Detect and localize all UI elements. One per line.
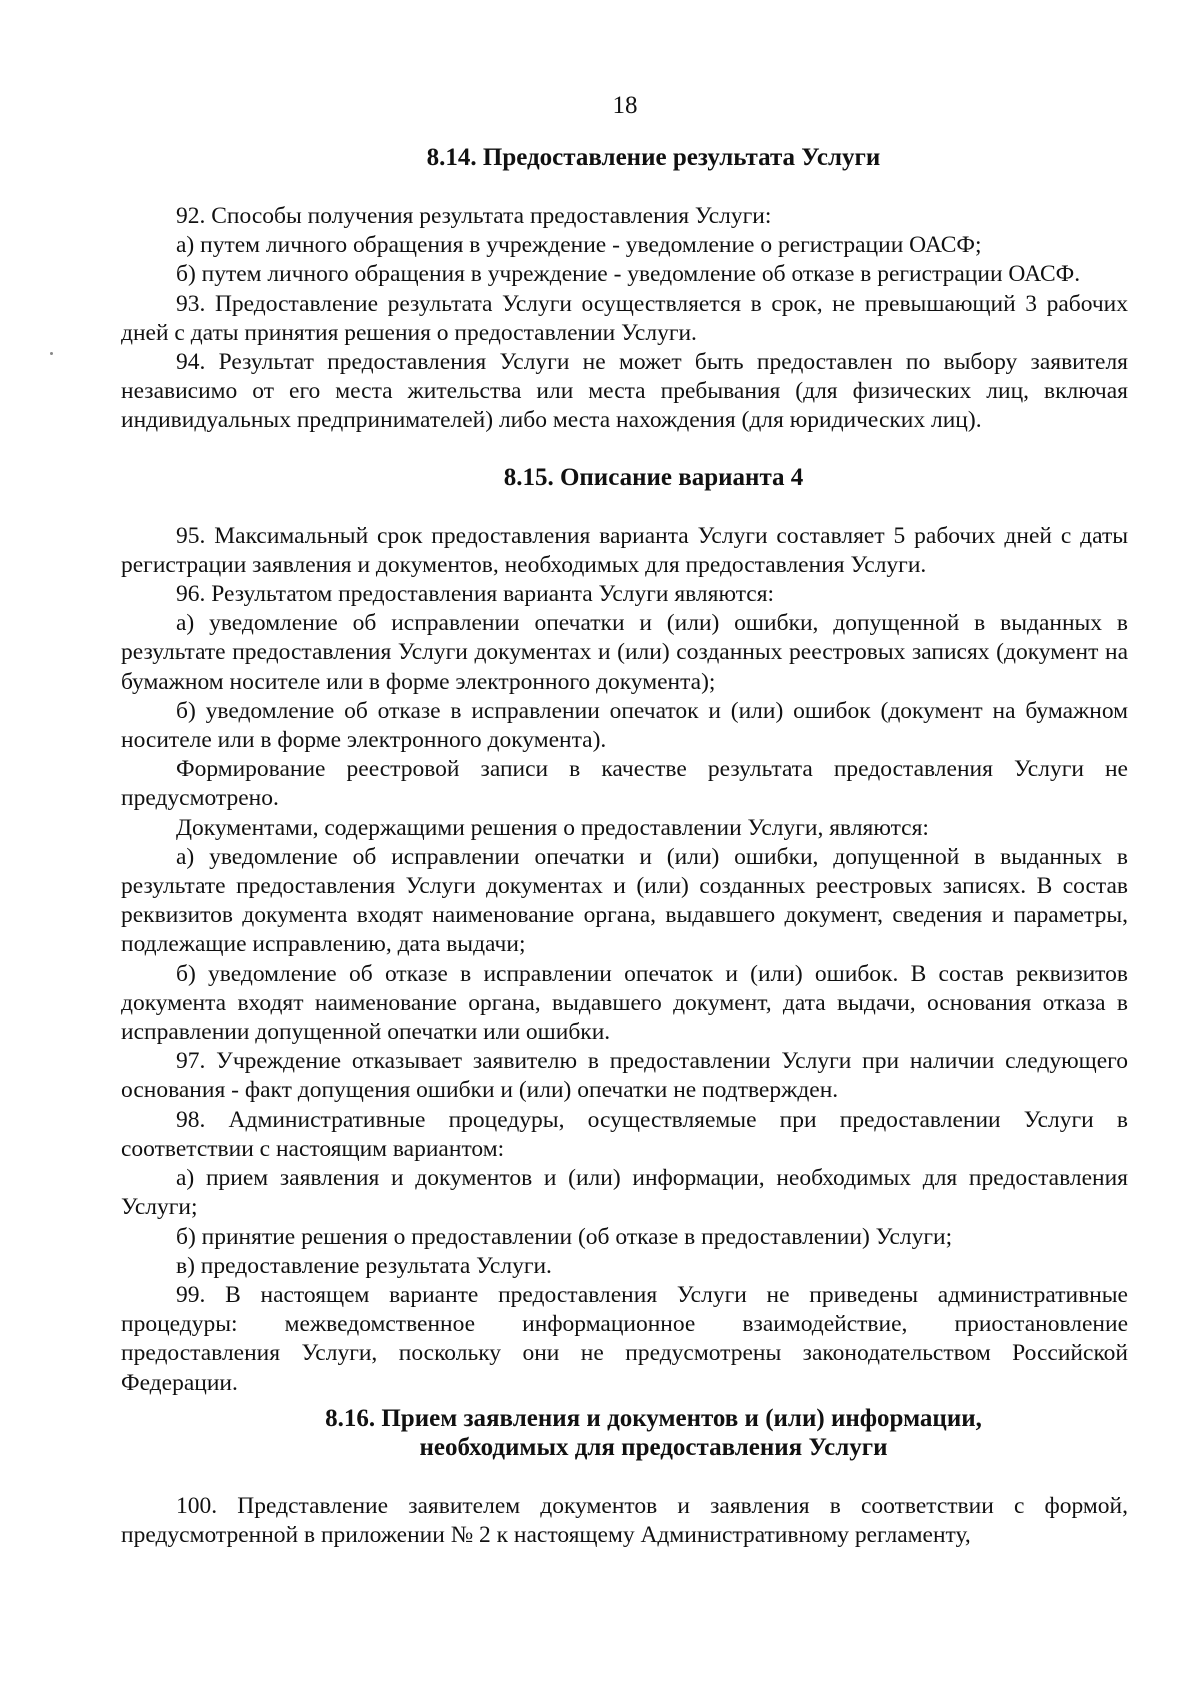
paragraph-95: 95. Максимальный срок предоставления варианта Услуги составляет 5 рабочих дней с даты регистрации заявления и документов, необходимых для предоставления Услуги. xyxy=(121,522,1128,578)
paragraph-registry-note: Формирование реестровой записи в качестве результата предоставления Услуги не предусмотрено. xyxy=(121,756,1128,812)
paragraph-decision-docs-b: б) уведомление об отказе в исправлении опечаток и (или) ошибок. В состав реквизитов документа входят наименование органа, выдавшего документ, дата выдачи, основания отказа в исправлении допущенной опечатки или ошибки. xyxy=(121,960,1128,1046)
paragraph-96: 96. Результатом предоставления варианта Услуги являются: xyxy=(176,581,775,608)
section-title-8-14: 8.14. Предоставление результата Услуги xyxy=(426,144,881,171)
paragraph-93: 93. Предоставление результата Услуги осуществляется в срок, не превышающий 3 рабочих дней с даты принятия решения о предоставлении Услуги. xyxy=(121,290,1128,346)
paragraph-99: 99. В настоящем варианте предоставления Услуги не приведены административные процедуры: межведомственное информационное взаимодействие, приостановление предоставления Услуги, поскольку они не предусмотрены законодательством Российской Федерации. xyxy=(121,1281,1128,1396)
paragraph-decision-docs-a: а) уведомление об исправлении опечатки и (или) ошибки, допущенной в выданных в результате предоставления Услуги документах и (или) созданных реестровых записях. В состав реквизитов документа входят наименование органа, выдавшего документ, сведения и параметры, подлежащие исправлению, дата выдачи; xyxy=(121,843,1128,958)
section-title-8-15: 8.15. Описание варианта 4 xyxy=(503,463,804,491)
section-title-8-16-line2: необходимых для предоставления Услуги xyxy=(419,1433,888,1461)
section-title-8-16 xyxy=(121,1404,1128,1462)
paragraph-decision-docs: Документами, содержащими решения о предоставлении Услуги, являются: xyxy=(176,814,929,841)
page-number: 18 xyxy=(612,92,638,119)
paragraph-96-a: а) уведомление об исправлении опечатки и (или) ошибки, допущенной в выданных в результате предоставления Услуги документах и (или) созданных реестровых записях (документ на бумажном носителе или в форме электронного документа); xyxy=(121,610,1128,695)
paragraph-98-b: б) принятие решения о предоставлении (об отказе в предоставлении) Услуги; xyxy=(176,1223,953,1250)
paragraph-92-b: б) путем личного обращения в учреждение - уведомление об отказе в регистрации ОАСФ. xyxy=(176,261,1081,288)
paragraph-98-a: а) прием заявления и документов и (или) информации, необходимых для предоставления Услуги; xyxy=(121,1165,1128,1221)
paragraph-97: 97. Учреждение отказывает заявителю в предоставлении Услуги при наличии следующего основания - факт допущения ошибки и (или) опечатки не подтвержден. xyxy=(121,1048,1128,1104)
paragraph-98-c: в) предоставление результата Услуги. xyxy=(176,1252,552,1279)
paragraph-96-b: б) уведомление об отказе в исправлении опечаток и (или) ошибок (документ на бумажном носителе или в форме электронного документа). xyxy=(121,697,1128,754)
paragraph-100: 100. Представление заявителем документов и заявления в соответствии с формой, предусмотренной в приложении № 2 к настоящему Административному регламенту, xyxy=(121,1492,1128,1548)
scan-artifact-dot xyxy=(50,352,53,355)
document-body xyxy=(121,143,1128,1550)
section-title-8-16-line1: 8.16. Прием заявления и документов и (или) информации, xyxy=(325,1404,982,1432)
paragraph-94: 94. Результат предоставления Услуги не может быть предоставлен по выбору заявителя независимо от его места жительства или места пребывания (для физических лиц, включая индивидуальных предпринимателей) либо места нахождения (для юридических лиц). xyxy=(121,349,1128,434)
paragraph-92: 92. Способы получения результата предоставления Услуги: xyxy=(176,203,772,229)
paragraph-92-a: а) путем личного обращения в учреждение - уведомление о регистрации ОАСФ; xyxy=(176,232,982,259)
paragraph-98: 98. Административные процедуры, осуществляемые при предоставлении Услуги в соответствии с настоящим вариантом: xyxy=(121,1106,1128,1162)
